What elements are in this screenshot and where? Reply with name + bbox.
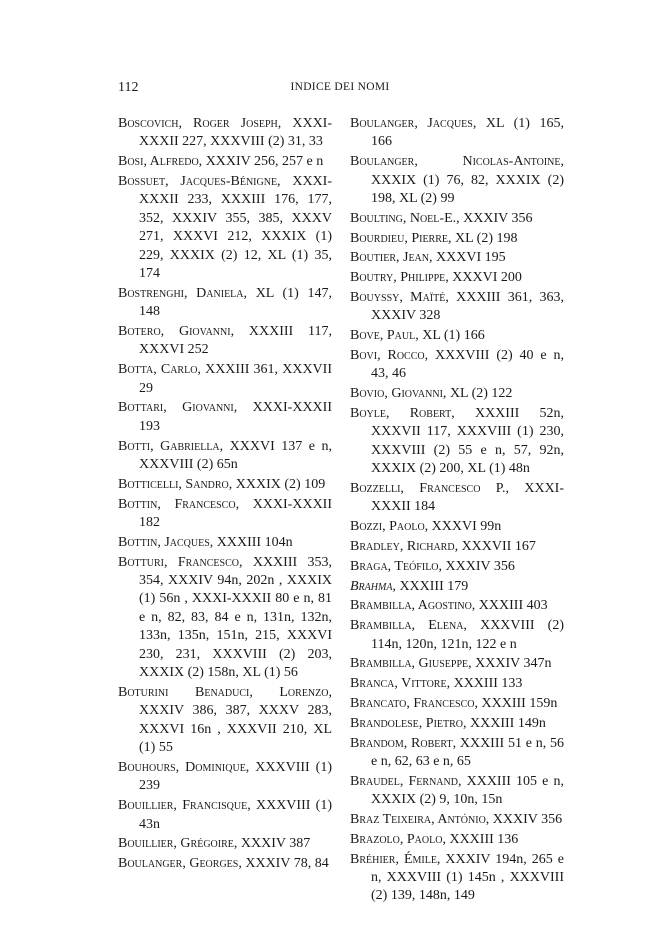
index-entry-refs: XXXVII 167 xyxy=(458,539,536,555)
index-column-right xyxy=(350,115,564,907)
index-entry xyxy=(118,115,332,152)
index-entry-refs: XXXIV 387 xyxy=(237,836,311,852)
index-entry-name: Bourdieu, Pierre, xyxy=(350,230,452,246)
index-entry xyxy=(118,797,332,834)
index-entry-name: Boyle, Robert, xyxy=(350,406,455,421)
index-entry-name: Braudel, Fernand, xyxy=(350,773,462,789)
index-entry-refs: XXXVI 195 xyxy=(432,250,506,266)
index-entry xyxy=(350,558,564,576)
index-entry xyxy=(350,269,564,287)
index-entry-name: Bouillier, Grégoire, xyxy=(118,836,238,852)
index-entry xyxy=(118,438,332,475)
index-entry xyxy=(350,695,564,713)
index-entry-name: Brandolese, Pietro, xyxy=(350,715,467,731)
index-entry-name: Bosi, Alfredo, xyxy=(118,154,203,170)
index-entry xyxy=(350,675,564,693)
index-entry-name: Branca, Vittore, xyxy=(350,676,451,692)
index-entry-refs: XXXIV 386, 387, XXXV 283, XXXVI 16n , XXXVII 210, XL (1) 55 xyxy=(139,703,332,756)
index-entry-name: Bovi, Rocco, xyxy=(350,348,429,363)
index-entry-refs: XL (1) 166 xyxy=(418,328,485,344)
index-entry-name: Bostrenghi, Daniela, xyxy=(118,285,248,301)
index-entry xyxy=(350,578,564,596)
index-entry-refs: XXXIX (2) 109 xyxy=(232,476,326,492)
index-entry xyxy=(350,715,564,733)
index-entry-name: Boulanger, Nicolas-Antoine, xyxy=(350,154,564,170)
index-entry-refs: XXXI-XXXII 184 xyxy=(371,481,565,515)
index-entry-refs: XXXIII 136 xyxy=(445,831,519,847)
index-column-left xyxy=(118,115,332,875)
index-entry-refs: XXXIV 194n, 265 e n, XXXVIII (1) 145n , XXXVIII (2) 139, 148n, 149 xyxy=(371,851,564,904)
index-entry xyxy=(350,249,564,267)
index-entry-refs: XXXIV 78, 84 xyxy=(241,856,329,872)
index-entry xyxy=(118,476,332,494)
index-entry xyxy=(350,347,564,384)
index-entry-name: Botti, Gabriella, xyxy=(118,438,224,454)
index-entry-refs: XXXVIII (2) 40 e n, 43, 46 xyxy=(371,348,565,382)
index-entry-refs: XXXIII 51 e n, 56 e n, 62, 63 e n, 65 xyxy=(371,735,564,769)
index-entry xyxy=(118,496,332,533)
index-entry-refs: XXXIII 353, 354, XXXIV 94n, 202n , XXXIX (1) 56n , XXXI-XXXII 80 e n, 81 e n, 82, 83, 84 e n, 131n, 132n, 133n, 135n, 151n, 215, XXXVI 230, 231, XXXVIII (2) 203, XXXIX (2) 158n, XL (1) 56 xyxy=(139,554,332,681)
index-entry-name: Bouyssy, Maïté, xyxy=(350,290,449,305)
index-entry xyxy=(118,153,332,171)
index-entry-refs: XXXIV 256, 257 e n xyxy=(202,154,324,170)
index-entry-refs: XXXVIII (1) 239 xyxy=(139,759,332,794)
index-entry-refs: XXXIII 52n, XXXVII 117, XXXVIII (1) 230, XXXVIII (2) 55 e n, 57, 92n, XXXIX (2) 200, XL (1) 48n xyxy=(371,406,564,477)
index-entry-name: Botticelli, Sandro, xyxy=(118,476,233,492)
index-entry xyxy=(350,773,564,810)
index-entry-refs: XXXIV 356 xyxy=(489,812,563,827)
index-entry xyxy=(350,289,564,326)
index-entry-refs: XL (2) 198 xyxy=(451,230,518,246)
index-entry-name: Brambilla, Giuseppe, xyxy=(350,656,472,672)
index-entry-name: Braz Teixeira, António, xyxy=(350,812,490,827)
index-entry-refs: XXXIV 356 xyxy=(442,558,515,574)
index-entry-name: Bréhier, Émile, xyxy=(350,851,441,867)
index-entry-name: Bouillier, Francisque, xyxy=(118,798,251,814)
index-entry xyxy=(118,399,332,436)
index-entry xyxy=(350,385,564,403)
index-entry-name: Boulanger, Jacques, xyxy=(350,116,477,131)
index-entry xyxy=(118,684,332,758)
index-entry xyxy=(118,855,332,873)
index-entry xyxy=(118,323,332,360)
page-number: 112 xyxy=(118,80,139,95)
index-entry-name: Botta, Carlo, xyxy=(118,362,201,378)
index-entry xyxy=(350,327,564,345)
index-entry xyxy=(350,831,564,849)
page-header xyxy=(118,80,562,98)
index-entry xyxy=(118,285,332,322)
index-entry-refs: XXXIV 347n xyxy=(471,656,552,672)
index-entry-refs: XXXIII 133 xyxy=(450,676,523,692)
index-entry-refs: XXXVI 200 xyxy=(448,270,522,286)
index-entry-refs: XXXI-XXXII 182 xyxy=(139,496,332,531)
index-entry-refs: XL (2) 122 xyxy=(446,386,513,402)
index-entry-refs: XXXIII 117, XXXVI 252 xyxy=(139,324,332,358)
index-entry-name: Boulanger, Georges, xyxy=(118,856,242,872)
index-entry xyxy=(118,361,332,398)
index-entry-name: Brandom, Robert, xyxy=(350,735,457,751)
index-entry-refs: XXXIII 159n xyxy=(478,696,558,711)
index-entry-name: Bottin, Francesco, xyxy=(118,496,240,512)
index-entry-refs: XXXIII 149n xyxy=(466,715,546,731)
index-entry-name: Bradley, Richard, xyxy=(350,539,459,555)
index-entry-name: Boturini Benaduci, Lorenzo, xyxy=(118,684,332,700)
index-entry-refs: XXXIX (1) 76, 82, XXXIX (2) 198, XL (2) 99 xyxy=(371,172,564,207)
index-entry-name: Brahma, xyxy=(350,578,396,594)
index-entry-refs: XXXI-XXXII 193 xyxy=(139,400,332,434)
index-entry-name: Bovio, Giovanni, xyxy=(350,386,447,402)
index-entry xyxy=(350,153,564,208)
index-entry-refs: XL (1) 147, 148 xyxy=(139,285,333,320)
index-entry-name: Bozzelli, Francesco P., xyxy=(350,481,509,497)
index-entry-name: Brancato, Francesco, xyxy=(350,696,479,711)
index-entry-refs: XXXIII 361, 363, XXXIV 328 xyxy=(371,290,564,324)
index-entry xyxy=(118,759,332,796)
index-entry-name: Bozzi, Paolo, xyxy=(350,519,429,535)
index-entry-name: Botturi, Francesco, xyxy=(118,554,243,570)
index-entry xyxy=(350,851,564,906)
index-entry xyxy=(350,210,564,228)
index-entry xyxy=(118,835,332,853)
index-entry xyxy=(350,115,564,152)
index-entry xyxy=(350,617,564,654)
index-entry-refs: XXXI-XXXII 233, XXXIII 176, 177, 352, XXXIV 355, 385, XXXV 271, XXXVI 212, XXXIX (1) 229, XXXIX (2) 12, XL (1) 35, 174 xyxy=(139,174,332,282)
index-entry-name: Braga, Teófilo, xyxy=(350,558,443,574)
index-entry-name: Boscovich, Roger Joseph, xyxy=(118,116,282,131)
index-entry-refs: XXXVIII (2) 114n, 120n, 121n, 122 e n xyxy=(371,618,564,652)
index-entry xyxy=(118,534,332,552)
index-entry-name: Boutry, Philippe, xyxy=(350,270,449,286)
index-entry xyxy=(118,173,332,283)
running-head: INDICE DEI NOMI xyxy=(290,81,390,93)
index-entry-refs: XXXIV 356 xyxy=(459,210,533,226)
index-entry-name: Bove, Paul, xyxy=(350,328,419,344)
index-entry xyxy=(350,811,564,829)
index-entry-refs: XXXVIII (1) 43n xyxy=(139,798,332,832)
index-entry-name: Bottin, Jacques, xyxy=(118,534,214,550)
index-entry-refs: XXXI-XXXII 227, XXXVIII (2) 31, 33 xyxy=(139,116,333,150)
index-entry-name: Botero, Giovanni, xyxy=(118,324,235,340)
index-entry-refs: XL (1) 165, 166 xyxy=(371,116,565,150)
index-entry-name: Boutier, Jean, xyxy=(350,250,433,266)
index-entry-name: Brambilla, Agostino, xyxy=(350,598,476,614)
index-entry xyxy=(350,597,564,615)
index-entry-refs: XXXVI 99n xyxy=(428,519,502,535)
index-entry-refs: XXXIII 179 xyxy=(395,578,469,594)
index-entry-refs: XXXIII 361, XXXVII 29 xyxy=(139,362,332,396)
index-entry-refs: XXXIII 104n xyxy=(213,534,293,550)
index-entry-refs: XXXIII 105 e n, XXXIX (2) 9, 10n, 15n xyxy=(371,773,564,808)
index-entry xyxy=(350,735,564,772)
index-entry xyxy=(350,480,564,517)
index-entry-refs: XXXVI 137 e n, XXXVIII (2) 65n xyxy=(139,438,333,473)
index-entry xyxy=(350,405,564,479)
index-entry-name: Brazolo, Paolo, xyxy=(350,831,446,847)
index-entry xyxy=(350,538,564,556)
index-entry xyxy=(118,554,332,683)
index-entry xyxy=(350,518,564,536)
index-entry-name: Brambilla, Elena, xyxy=(350,618,467,634)
index-entry xyxy=(350,655,564,673)
index-entry xyxy=(350,230,564,248)
index-entry-refs: XXXIII 403 xyxy=(475,598,548,614)
index-entry-name: Bouhours, Dominique, xyxy=(118,759,250,775)
index-entry-name: Bottari, Giovanni, xyxy=(118,400,238,416)
index-entry-name: Boulting, Noel-E., xyxy=(350,210,460,226)
index-entry-name: Bossuet, Jacques-Bénigne, xyxy=(118,174,281,189)
